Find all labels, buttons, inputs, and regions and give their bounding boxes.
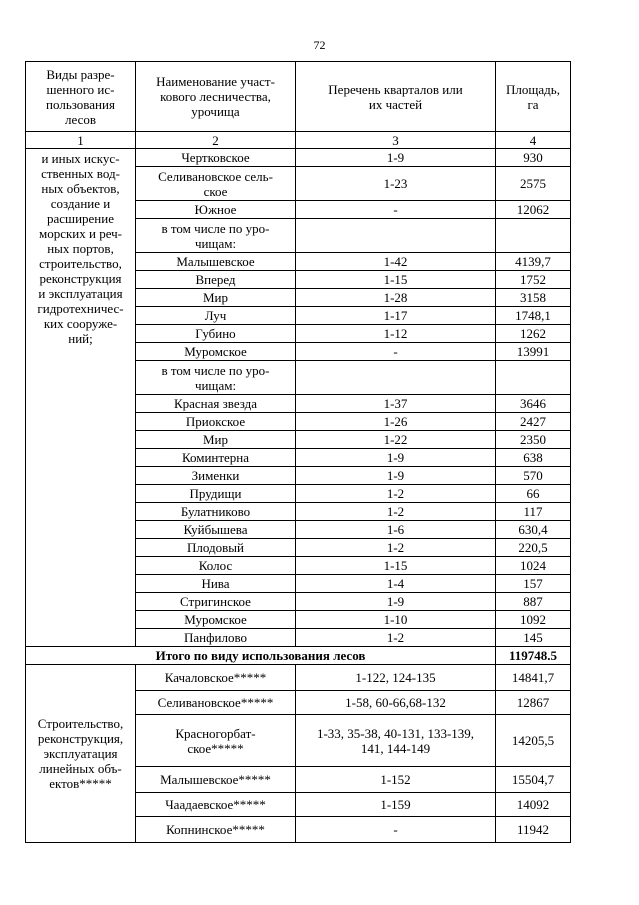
quarters-cell	[296, 361, 496, 395]
forestry-name-cell: Губино	[136, 325, 296, 343]
forestry-name-cell: Малышевское*****	[136, 767, 296, 793]
quarters-cell: 1-152	[296, 767, 496, 793]
quarters-cell: 1-37	[296, 395, 496, 413]
quarters-cell: 1-9	[296, 149, 496, 167]
quarters-cell: 1-15	[296, 557, 496, 575]
quarters-cell: 1-15	[296, 271, 496, 289]
area-cell: 66	[496, 485, 571, 503]
quarters-cell: 1-2	[296, 539, 496, 557]
total-label: Итого по виду использования лесов	[26, 647, 496, 665]
area-cell: 930	[496, 149, 571, 167]
area-cell: 4139,7	[496, 253, 571, 271]
forestry-name-cell: в том числе по уро- чищам:	[136, 361, 296, 395]
quarters-cell: 1-2	[296, 503, 496, 521]
area-cell: 638	[496, 449, 571, 467]
quarters-cell: 1-10	[296, 611, 496, 629]
header-quarters: Перечень кварталов или их частей	[296, 62, 496, 132]
forestry-name-cell: Мир	[136, 431, 296, 449]
quarters-cell: 1-58, 60-66,68-132	[296, 691, 496, 715]
quarters-cell: 1-2	[296, 629, 496, 647]
page-number: 72	[313, 38, 326, 52]
forestry-name-cell: Муромское	[136, 343, 296, 361]
quarters-cell: 1-2	[296, 485, 496, 503]
column-number-row	[26, 132, 571, 149]
table-row	[26, 665, 571, 691]
quarters-cell: 1-28	[296, 289, 496, 307]
quarters-cell: 1-42	[296, 253, 496, 271]
forestry-name-cell: Селивановское сель- ское	[136, 167, 296, 201]
quarters-cell: 1-159	[296, 793, 496, 817]
area-cell: 1752	[496, 271, 571, 289]
forestry-name-cell: Булатниково	[136, 503, 296, 521]
forestry-name-cell: Плодовый	[136, 539, 296, 557]
area-cell: 570	[496, 467, 571, 485]
forestry-name-cell: Красная звезда	[136, 395, 296, 413]
quarters-cell: 1-22	[296, 431, 496, 449]
column-number: 3	[296, 132, 496, 149]
area-cell: 1262	[496, 325, 571, 343]
forestry-name-cell: Малышевское	[136, 253, 296, 271]
area-cell: 14841,7	[496, 665, 571, 691]
area-cell: 15504,7	[496, 767, 571, 793]
quarters-cell: -	[296, 817, 496, 843]
area-cell: 1092	[496, 611, 571, 629]
forestry-name-cell: Муромское	[136, 611, 296, 629]
forestry-name-cell: Красногорбат- ское*****	[136, 715, 296, 767]
forestry-name-cell: Коминтерна	[136, 449, 296, 467]
quarters-cell: 1-9	[296, 449, 496, 467]
header-use-type: Виды разре- шенного ис- пользования лесов	[26, 62, 136, 132]
forestry-name-cell: Вперед	[136, 271, 296, 289]
column-number: 2	[136, 132, 296, 149]
quarters-cell: 1-9	[296, 467, 496, 485]
quarters-cell: 1-26	[296, 413, 496, 431]
total-value: 119748.5	[496, 647, 571, 665]
header-row	[26, 62, 571, 132]
use-type-cell: и иных искус- ственных вод- ных объектов, создание и расширение морских и реч- ных портов, строительство, реконструкция и эксплуатация гидротехничес- ких сооруже- ний;	[26, 149, 136, 647]
forestry-name-cell: Панфилово	[136, 629, 296, 647]
quarters-cell: 1-9	[296, 593, 496, 611]
forestry-name-cell: Южное	[136, 201, 296, 219]
area-cell: 3158	[496, 289, 571, 307]
quarters-cell	[296, 219, 496, 253]
forestry-name-cell: Чаадаевское*****	[136, 793, 296, 817]
forestry-name-cell: Луч	[136, 307, 296, 325]
forestry-name-cell: Колос	[136, 557, 296, 575]
forestry-name-cell: Мир	[136, 289, 296, 307]
forestry-name-cell: Куйбышева	[136, 521, 296, 539]
area-cell: 14205,5	[496, 715, 571, 767]
area-cell: 887	[496, 593, 571, 611]
quarters-cell: 1-17	[296, 307, 496, 325]
area-cell: 11942	[496, 817, 571, 843]
forestry-name-cell: Чертковское	[136, 149, 296, 167]
area-cell: 13991	[496, 343, 571, 361]
table-row	[26, 149, 571, 167]
area-cell: 14092	[496, 793, 571, 817]
area-cell: 2575	[496, 167, 571, 201]
forestry-name-cell: Приокское	[136, 413, 296, 431]
area-cell: 3646	[496, 395, 571, 413]
total-row	[26, 647, 571, 665]
area-cell: 117	[496, 503, 571, 521]
quarters-cell: 1-33, 35-38, 40-131, 133-139, 141, 144-149	[296, 715, 496, 767]
area-cell: 2427	[496, 413, 571, 431]
area-cell: 1024	[496, 557, 571, 575]
quarters-cell: 1-122, 124-135	[296, 665, 496, 691]
forest-use-table	[25, 61, 571, 843]
forestry-name-cell: Копнинское*****	[136, 817, 296, 843]
forestry-name-cell: Прудищи	[136, 485, 296, 503]
area-cell: 145	[496, 629, 571, 647]
area-cell	[496, 361, 571, 395]
quarters-cell: -	[296, 343, 496, 361]
area-cell: 157	[496, 575, 571, 593]
area-cell: 12867	[496, 691, 571, 715]
forestry-name-cell: Нива	[136, 575, 296, 593]
forestry-name-cell: в том числе по уро- чищам:	[136, 219, 296, 253]
forestry-name-cell: Селивановское*****	[136, 691, 296, 715]
area-cell: 2350	[496, 431, 571, 449]
area-cell	[496, 219, 571, 253]
quarters-cell: 1-23	[296, 167, 496, 201]
quarters-cell: 1-6	[296, 521, 496, 539]
forestry-name-cell: Стригинское	[136, 593, 296, 611]
forestry-name-cell: Качаловское*****	[136, 665, 296, 691]
use-type-cell: Строительство, реконструкция, эксплуатация линейных объ- ектов*****	[26, 665, 136, 843]
area-cell: 630,4	[496, 521, 571, 539]
area-cell: 12062	[496, 201, 571, 219]
forestry-name-cell: Зименки	[136, 467, 296, 485]
quarters-cell: -	[296, 201, 496, 219]
column-number: 1	[26, 132, 136, 149]
quarters-cell: 1-4	[296, 575, 496, 593]
quarters-cell: 1-12	[296, 325, 496, 343]
area-cell: 220,5	[496, 539, 571, 557]
column-number: 4	[496, 132, 571, 149]
header-area: Площадь, га	[496, 62, 571, 132]
area-cell: 1748,1	[496, 307, 571, 325]
header-forestry-name: Наименование участ- кового лесничества, урочища	[136, 62, 296, 132]
